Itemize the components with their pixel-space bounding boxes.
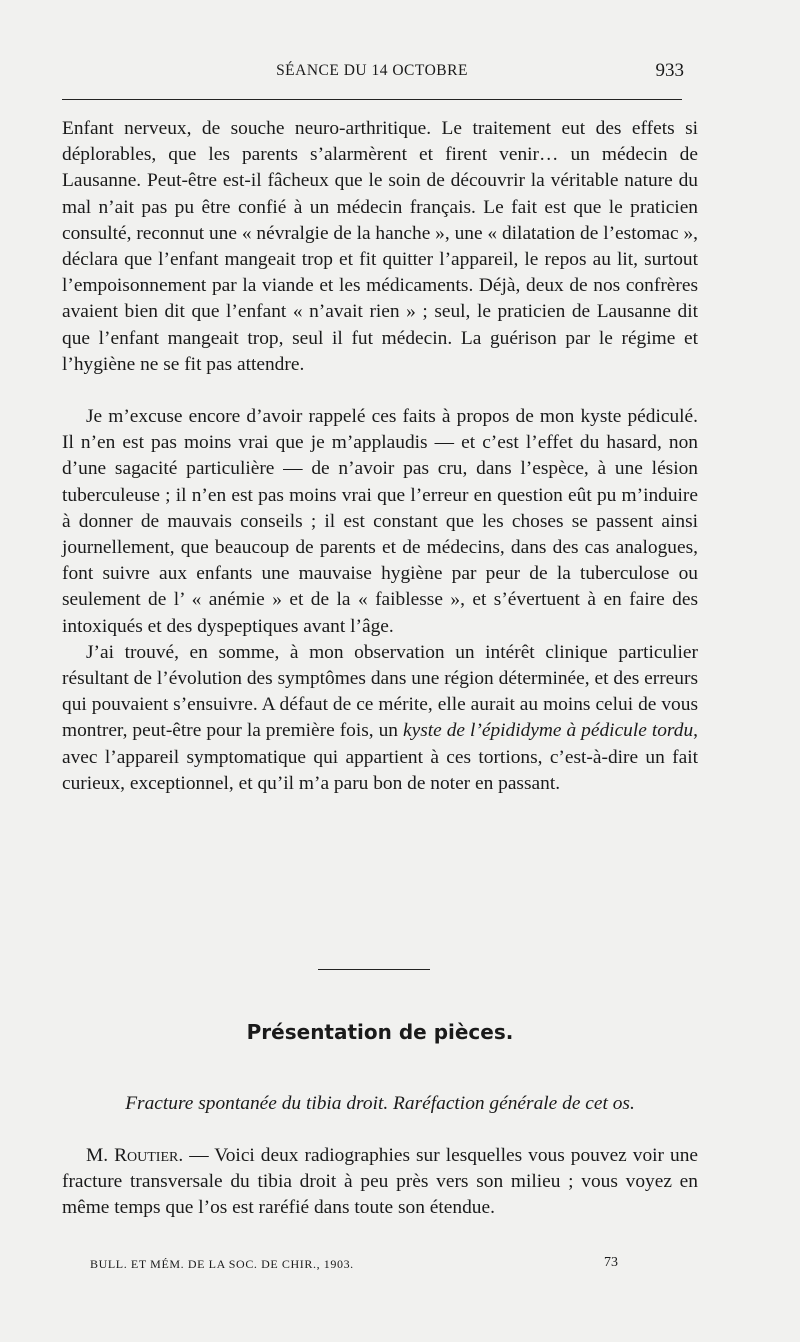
paragraph-3: [62, 640, 698, 797]
paragraph-2: Je m’excuse encore d’avoir rappelé ces faits à propos de mon kyste pédiculé. Il n’en est pas moins vrai que je m’applaudis — et c’est l’effet du hasard, non d’une sagacité particulière — de n’avoir pas cru, dans l’espèce, à une lésion tuberculeuse ; il n’en est pas moins vrai que l’erreur en question eût pu m’induire à donner de mauvais conseils ; il est constant que les choses se passent ainsi journellement, que beaucoup de parents et de médecins, dans des cas analogues, font suivre aux enfants une mauvaise hygiène par peur de la tuberculose ou seulement de l’ « anémie » et de la « faiblesse », et s’évertuent à en faire des intoxiqués et des dyspeptiques avant l’âge.: [62, 406, 698, 637]
paragraph-1: Enfant nerveux, de souche neuro-arthritique. Le traitement eut des effets si déplorables, que les parents s’alarmèrent et firent venir… un médecin de Lausanne. Peut-être est-il fâcheux que le soin de découvrir la véritable nature du mal n’ait pas pu être confié à un médecin français. Le fait est que le praticien consulté, reconnut une « névralgie de la hanche », une « dilatation de l’estomac », déclara que l’enfant mangeait trop et fit quitter l’appareil, le repos au lit, surtout l’empoisonnement par la viande et les médicaments. Déjà, deux de nos confrères avaient bien dit que l’enfant « n’avait rien » ; seul, le praticien de Lausanne dit que l’enfant mangeait trop, seul il fut médecin. La guérison par le régime et l’hygiène ne se fit pas attendre.: [62, 118, 698, 375]
paragraph-4-text: — Voici deux radiographies sur lesquelles vous pouvez voir une fracture transversale du tibia droit à peu près vers son milieu ; vous voyez en même temps que l’os est raréfié dans toute son étendue.: [62, 1145, 699, 1219]
footer-citation: BULL. ET MÉM. DE LA SOC. DE CHIR., 1903.: [90, 1257, 354, 1271]
paragraph-3-text-end: , avec l’appareil symptomatique qui appartient à ces tortions, c’est-à-dire un fait curieux, exceptionnel, et qu’il m’a paru bon de noter en passant.: [62, 720, 699, 794]
body-text-2: [62, 1143, 698, 1222]
paragraph-3-italic: kyste de l’épididyme à pédicule tordu: [402, 720, 694, 742]
paragraph-4: [62, 1143, 698, 1222]
page-number: 933: [655, 60, 684, 81]
paragraph-3-text: J’ai trouvé, en somme, à mon observation un intérêt clinique particulier résultant de l’évolution des symptômes dans une région déterminée, et des erreurs qui pouvaient s’ensuivre. A défaut de ce mérite, elle aurait au moins celui de vous montrer, peut-être pour la première fois, un: [62, 641, 698, 742]
header-rule: [62, 99, 682, 100]
section-subtitle: Fracture spontanée du tibia droit. Raréfaction générale de cet os.: [125, 1093, 635, 1114]
footer-signature-number: 73: [604, 1255, 618, 1270]
body-text: [62, 116, 698, 797]
section-separator: [318, 969, 430, 970]
running-title: SÉANCE DU 14 OCTOBRE: [276, 62, 468, 79]
running-head: [62, 62, 682, 86]
speaker-name: M. Routier.: [86, 1145, 184, 1166]
paragraph-gap: [62, 378, 698, 404]
section-title: Présentation de pièces.: [246, 1020, 514, 1044]
